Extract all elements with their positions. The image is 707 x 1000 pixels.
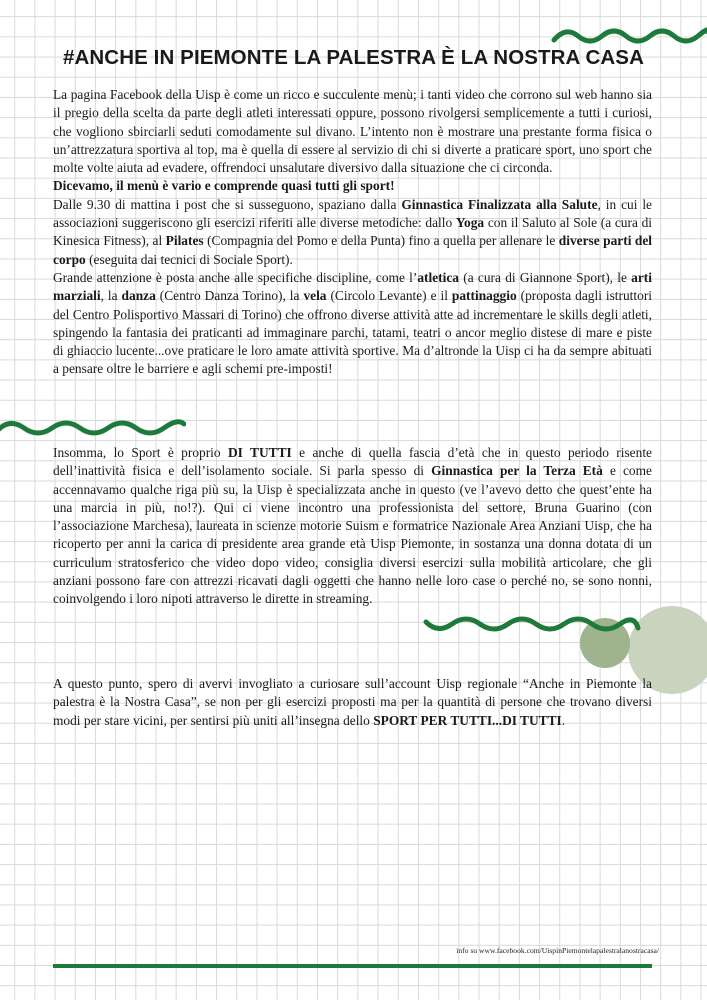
footer-source-note: info su www.facebook.com/UispinPiemontelapalestralanostracasa/ bbox=[456, 946, 659, 955]
article-paragraph-closing bbox=[53, 675, 652, 730]
highlight-text: arti marziali bbox=[53, 269, 652, 304]
footer-divider bbox=[53, 964, 652, 968]
highlight-text: Ginnastica per la Terza Età bbox=[431, 463, 603, 479]
article-paragraph-intro bbox=[53, 86, 652, 379]
green-wave-top-right bbox=[550, 24, 707, 46]
highlight-text: danza bbox=[121, 288, 156, 304]
paragraph-text: A questo punto, spero di avervi invogliato a curiosare sull’account Uisp regionale “Anche in Piemonte la palestra è la Nostra Casa”, se non per gli esercizi proposti ma per la quantità di persone che trovano diversi modi per stare vicini, per sentirsi più uniti all’insegna dello SPORT PER TUTTI...DI TUTTI. bbox=[53, 676, 652, 728]
highlight-text: Dicevamo, il menù è vario e comprende quasi tutti gli sport! bbox=[53, 178, 395, 194]
green-wave-middle-left bbox=[0, 414, 186, 440]
highlight-text: DI TUTTI bbox=[228, 445, 292, 460]
green-wave-lower-right bbox=[422, 612, 642, 638]
highlight-text: diverse parti del corpo bbox=[53, 233, 652, 267]
highlight-text: Ginnastica Finalizzata alla Salute bbox=[401, 196, 598, 212]
highlight-text: SPORT PER TUTTI...DI TUTTI bbox=[373, 712, 562, 728]
highlight-text: Pilates bbox=[165, 233, 204, 249]
highlight-text: vela bbox=[303, 288, 327, 304]
paragraph-text: La pagina Facebook della Uisp è come un ricco e succulente menù; i tanti video che corrono sul web hanno sia il pregio della scelta da parte degli atleti interessati oppure, possono rivolgersi semplicemente a tutti i curiosi, che vogliono sbirciarli seduti comodamente sul divano. L’intento non è mostrare una prestante forma fisica o un’attrezzatura sportiva al top, ma è quella di essere al servizio di chi si diverte a praticare sport, uno sport che molte volte aiuta ad evadere, offrendoci unsalutare diversivo dalla situazione che ci circonda. Dicevamo, il menù è vario e comprende quasi tutti gli sport! Dalle 9.30 di mattina i post che si susseguono, spaziano dalla Ginnastica Finalizzata alla Salute, in cui le associazioni suggeriscono gli esercizi riferiti alle diverse metodiche: dallo Yoga con il Saluto al Sole (a cura di Kinesica Fitness), al Pilates (Compagnia del Pomo e della Punta) fino a quella per allenare le diverse parti del corpo (eseguita dai tecnici di Sociale Sport). Grande attenzione è posta anche alle specifiche discipline, come l’atletica (a cura di Giannone Sport), le arti marziali, la danza (Centro Danza Torino), la vela (Circolo Levante) e il pattinaggio (proposta dagli istruttori del Centro Polisportivo Massari di Torino) che offrono diverse attività atte ad incrementare le skills degli atleti, spingendo la fantasia dei praticanti ad immaginare parchi, tatami, teatri o ancor meglio distese di mare e piste di ghiaccio lucente...ove praticare le loro amate attività sportive. Ma d’altronde la Uisp ci ha da sempre abituati a pensare oltre le barriere e agli schemi pre-imposti! bbox=[53, 87, 653, 377]
paragraph-text: Insomma, lo Sport è proprio DI TUTTI e anche di quella fascia d’età che in questo periodo risente dell’inattività fisica e dell’isolamento sociale. Si parla spesso di Ginnastica per la Terza Età e come accennavamo qualche riga più su, la Uisp è specializzata anche in questo (ve l’avevo detto che quest’ente ha una marcia in più, no!?). Qui ci viene incontro una professionista del settore, Bruna Guarino (con l’associazione Marchesa), laureata in scienze motorie Suism e formatrice Nazionale Area Anziani Uisp, che ha ricoperto per anni la carica di presidente area grande età Uisp Piemonte, in sostanza una donna dotata di un curriculum stratosferico che video dopo video, consiglia diversi esercizi sulla mobilità articolare, che gli anziani possono fare con attrezzi ricavati dagli oggetti che hanno nelle loro case o perché no, se sono nonni, coinvolgendo i loro nipoti attraverso le dirette in streaming. bbox=[53, 445, 652, 607]
article-paragraph-elderly bbox=[53, 444, 652, 609]
highlight-text: atletica bbox=[417, 269, 459, 285]
page-title: #ANCHE IN PIEMONTE LA PALESTRA È LA NOSTRA CASA bbox=[62, 46, 644, 69]
highlight-text: Yoga bbox=[455, 215, 485, 231]
highlight-text: pattinaggio bbox=[451, 288, 517, 304]
